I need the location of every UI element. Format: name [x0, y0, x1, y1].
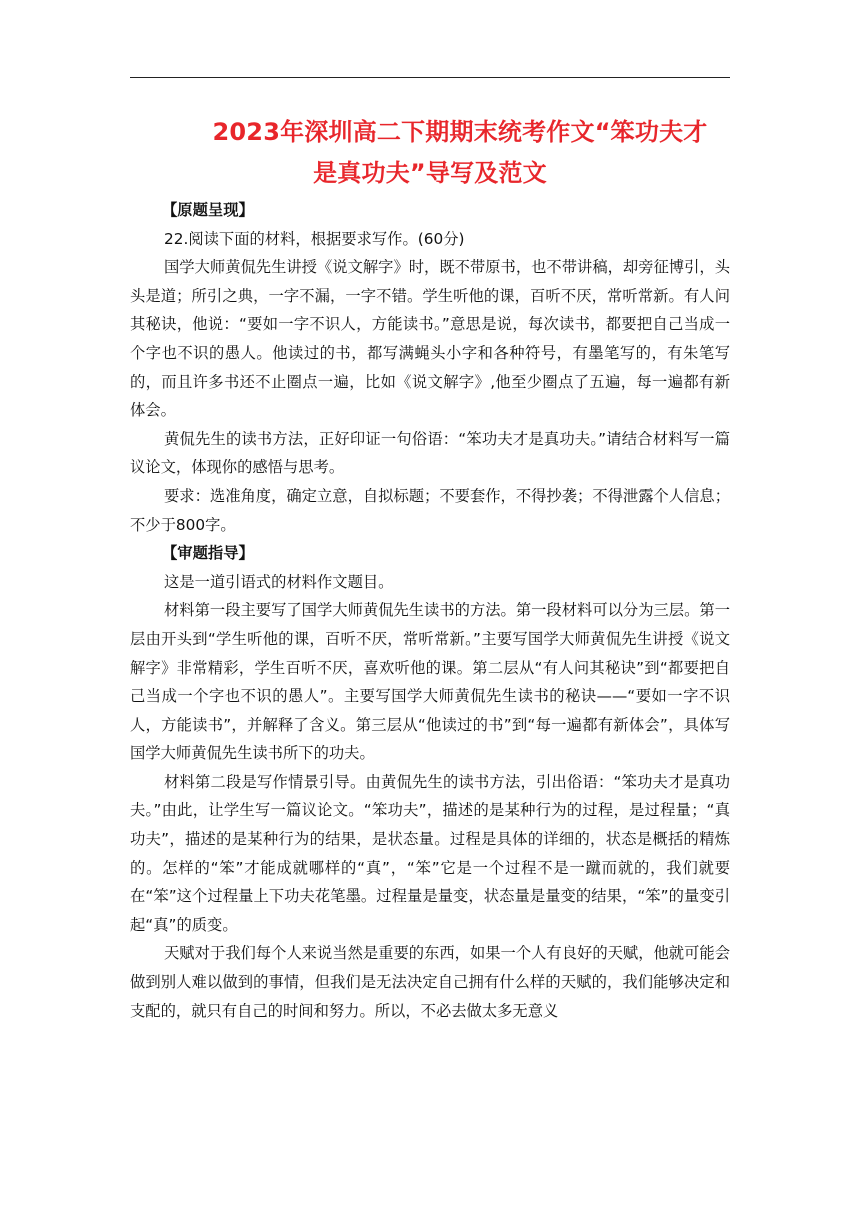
paragraph: 22.阅读下面的材料，根据要求写作。(60分): [164, 229, 465, 248]
paragraph: 材料第二段是写作情景引导。由黄侃先生的读书方法，引出俗语：“笨功夫才是真功夫。”由此，让学生写一篇议论文。“笨功夫”，描述的是某种行为的过程，是过程量；“真功夫”，描述的是某种行为的结果，是状态量。过程是具体的详细的，状态是概括的精炼的。怎样的“笨”才能成就哪样的“真”，“笨”它是一个过程不是一蹴而就的，我们就要在“笨”这个过程量上下功夫花笔墨。过程量是量变，状态量是量变的结果，“笨”的量变引起“真”的质变。: [130, 772, 730, 934]
paragraph: 要求：选准角度，确定立意，自拟标题；不要套作，不得抄袭；不得泄露个人信息；不少于800字。: [130, 486, 730, 534]
paragraph: 黄侃先生的读书方法，正好印证一句俗语：“笨功夫才是真功夫。”请结合材料写一篇议论文，体现你的感悟与思考。: [130, 429, 730, 477]
section-heading-original-question: 【原题呈现】: [162, 201, 254, 219]
section-heading-topic-guidance: 【审题指导】: [162, 544, 254, 563]
paragraph: 天赋对于我们每个人来说当然是重要的东西，如果一个人有良好的天赋，他就可能会做到别人难以做到的事情，但我们是无法决定自己拥有什么样的天赋的，我们能够决定和支配的，就只有自己的时间和努力。所以，不必去做太多无意义: [130, 944, 730, 1020]
document-body: [130, 196, 730, 1025]
document-title: [130, 112, 730, 194]
title-line-1: 2023年深圳高二下期期末统考作文“笨功夫才: [212, 118, 708, 146]
header-rule: [130, 77, 730, 78]
title-line-2: 是真功夫”导写及范文: [313, 159, 547, 187]
paragraph: 材料第一段主要写了国学大师黄侃先生读书的方法。第一段材料可以分为三层。第一层由开头到“学生听他的课，百听不厌，常听常新。”主要写国学大师黄侃先生讲授《说文解字》非常精彩，学生百听不厌，喜欢听他的课。第二层从“有人问其秘诀”到“都要把自己当成一个字也不识的愚人”。主要写国学大师黄侃先生读书的秘诀——“要如一字不识人，方能读书”，并解释了含义。第三层从“他读过的书”到“每一遍都有新体会”，具体写国学大师黄侃先生读书所下的功夫。: [130, 601, 730, 763]
paragraph: 国学大师黄侃先生讲授《说文解字》时，既不带原书，也不带讲稿，却旁征博引，头头是道；所引之典，一字不漏，一字不错。学生听他的课，百听不厌，常听常新。有人问其秘诀，他说：“要如一字不识人，方能读书。”意思是说，每次读书，都要把自己当成一个字也不识的愚人。他读过的书，都写满蝇头小字和各种符号，有墨笔写的，有朱笔写的，而且许多书还不止圈点一遍，比如《说文解字》,他至少圈点了五遍，每一遍都有新体会。: [130, 258, 730, 420]
paragraph: 这是一道引语式的材料作文题目。: [164, 572, 394, 591]
